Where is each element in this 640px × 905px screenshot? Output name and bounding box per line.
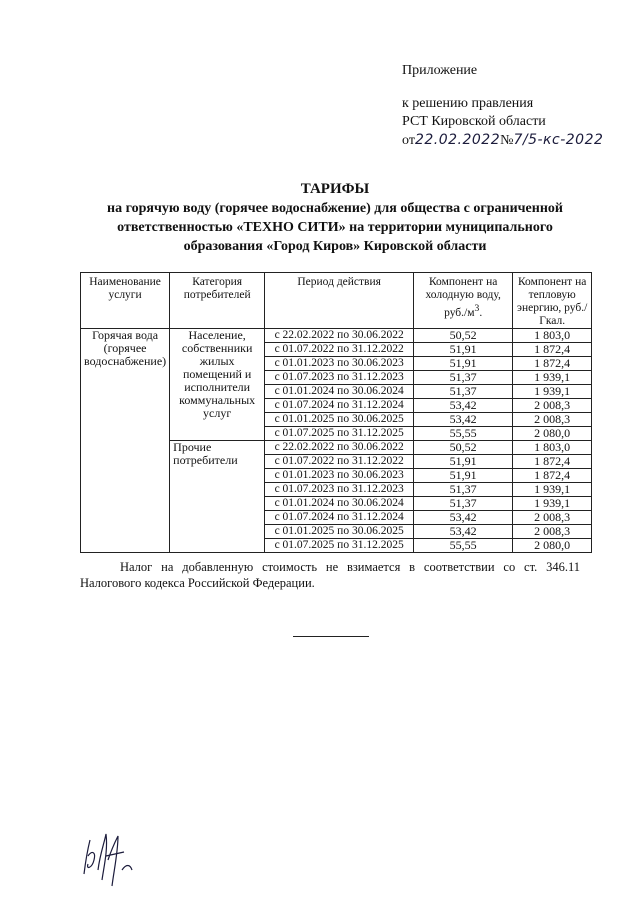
header-service: Наименование услуги [81, 273, 170, 329]
period-cell: с 01.01.2025 по 30.06.2025 [265, 413, 414, 427]
category-cell: Население, собственники жилых помещений и исполнители коммунальных услуг [170, 329, 265, 441]
document-title-block [70, 180, 600, 256]
period-cell: с 01.07.2024 по 31.12.2024 [265, 511, 414, 525]
period-cell: с 01.07.2023 по 31.12.2023 [265, 483, 414, 497]
title-line-2: ответственностью «ТЕХНО СИТИ» на территории муниципального [117, 220, 553, 235]
heat-cell: 2 008,3 [513, 525, 592, 539]
heat-cell: 1 939,1 [513, 497, 592, 511]
cold-cell: 51,91 [414, 455, 513, 469]
title-line-1: на горячую воду (горячее водоснабжение) для общества с ограниченной [107, 201, 563, 216]
heat-cell: 1 939,1 [513, 385, 592, 399]
heat-cell: 1 803,0 [513, 441, 592, 455]
cold-cell: 51,37 [414, 385, 513, 399]
separator-line [293, 636, 369, 637]
appendix-title: Приложение [402, 63, 478, 78]
cold-cell: 50,52 [414, 441, 513, 455]
cold-cell: 51,91 [414, 357, 513, 371]
heat-cell: 2 008,3 [513, 399, 592, 413]
appendix-line-date-number [402, 131, 603, 150]
handwritten-date: 22.02.2022 [414, 132, 501, 148]
period-cell: с 01.07.2025 по 31.12.2025 [265, 427, 414, 441]
header-category: Категория потребителей [170, 273, 265, 329]
document-title: ТАРИФЫ [300, 181, 370, 197]
heat-cell: 1 872,4 [513, 357, 592, 371]
tariff-table [80, 272, 592, 553]
period-cell: с 01.01.2024 по 30.06.2024 [265, 497, 414, 511]
cold-cell: 51,91 [414, 469, 513, 483]
heat-cell: 1 803,0 [513, 329, 592, 343]
period-cell: с 01.07.2022 по 31.12.2022 [265, 455, 414, 469]
heat-cell: 1 872,4 [513, 455, 592, 469]
cold-cell: 51,37 [414, 483, 513, 497]
cold-cell: 53,42 [414, 413, 513, 427]
cold-cell: 53,42 [414, 525, 513, 539]
cold-cell: 51,37 [414, 497, 513, 511]
period-cell: с 01.07.2023 по 31.12.2023 [265, 371, 414, 385]
heat-cell: 1 872,4 [513, 469, 592, 483]
header-period: Период действия [265, 273, 414, 329]
period-cell: с 01.01.2024 по 30.06.2024 [265, 385, 414, 399]
heat-cell: 2 080,0 [513, 539, 592, 553]
period-cell: с 01.01.2023 по 30.06.2023 [265, 357, 414, 371]
period-cell: с 01.01.2023 по 30.06.2023 [265, 469, 414, 483]
cold-cell: 51,37 [414, 371, 513, 385]
heat-cell: 2 080,0 [513, 427, 592, 441]
header-heat-energy: Компонент на тепловую энергию, руб./Гкал. [513, 273, 592, 329]
period-cell: с 01.07.2025 по 31.12.2025 [265, 539, 414, 553]
period-cell: с 01.07.2024 по 31.12.2024 [265, 399, 414, 413]
table-header-row [81, 273, 592, 329]
heat-cell: 1 872,4 [513, 343, 592, 357]
header-cold-water-label: Компонент на холодную воду, руб./м [425, 276, 501, 319]
table-body [81, 329, 592, 553]
title-line-3: образования «Город Киров» Кировской области [183, 239, 487, 254]
cold-cell: 53,42 [414, 399, 513, 413]
period-cell: с 01.07.2022 по 31.12.2022 [265, 343, 414, 357]
cold-cell: 53,42 [414, 511, 513, 525]
cold-cell: 55,55 [414, 427, 513, 441]
period-cell: с 22.02.2022 по 30.06.2022 [265, 329, 414, 343]
appendix-line-authority: РСТ Кировской области [402, 114, 546, 129]
cold-cell: 51,91 [414, 343, 513, 357]
header-cold-water-sup: 3 [474, 303, 480, 314]
header-cold-water: Компонент на холодную воду, $руб./м^3$. [414, 273, 513, 329]
heat-cell: 1 939,1 [513, 483, 592, 497]
cold-cell: 55,55 [414, 539, 513, 553]
category-cell: Прочие потребители [170, 441, 265, 553]
number-sign: № [500, 133, 514, 148]
service-name-cell: Горячая вода (горячее водоснабжение) [81, 329, 170, 553]
period-cell: с 01.01.2025 по 30.06.2025 [265, 525, 414, 539]
heat-cell: 2 008,3 [513, 511, 592, 525]
handwritten-number: 7/5-кс-2022 [513, 132, 604, 148]
period-cell: с 22.02.2022 по 30.06.2022 [265, 441, 414, 455]
table-row [81, 329, 592, 343]
date-prefix: от [402, 133, 415, 148]
signature-icon [78, 830, 148, 890]
heat-cell: 2 008,3 [513, 413, 592, 427]
heat-cell: 1 939,1 [513, 371, 592, 385]
vat-note: Налог на добавленную стоимость не взимается в соответствии со ст. 346.11 Налогового кодекса Российской Федерации. [80, 560, 580, 590]
cold-cell: 50,52 [414, 329, 513, 343]
appendix-line-decision: к решению правления [402, 96, 534, 111]
